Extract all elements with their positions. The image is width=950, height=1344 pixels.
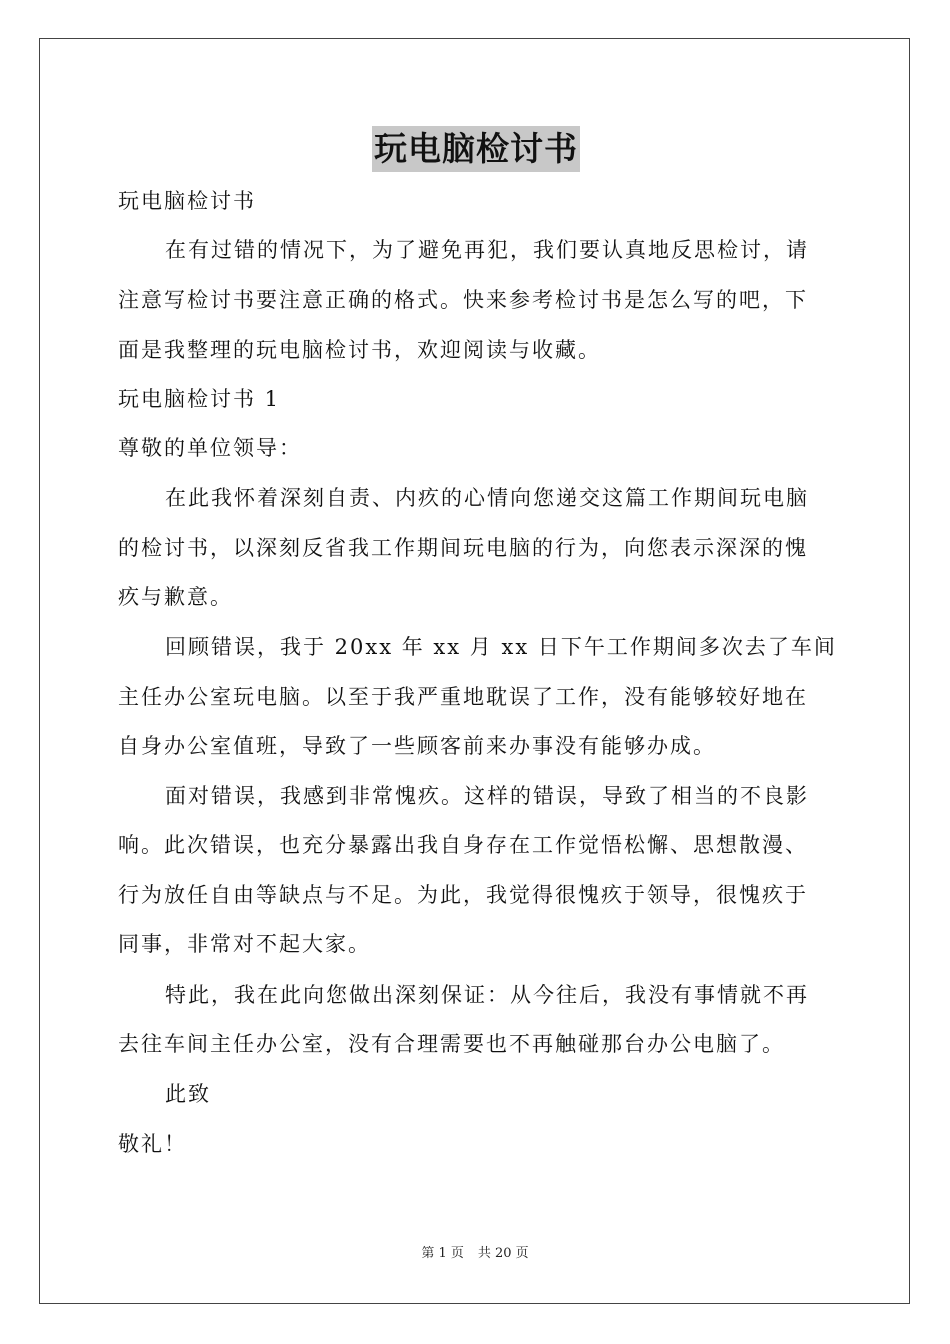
paragraph-line: 自身办公室值班，导致了一些顾客前来办事没有能够办成。: [118, 734, 716, 758]
paragraph-line: 响。此次错误，也充分暴露出我自身存在工作觉悟松懈、思想散漫、: [118, 833, 808, 857]
subtitle-line: 玩电脑检讨书: [118, 189, 256, 213]
paragraph-line: 回顾错误，我于 20xx 年 xx 月 xx 日下午工作期间多次去了车间: [165, 635, 837, 659]
paragraph-line: 的检讨书，以深刻反省我工作期间玩电脑的行为，向您表示深深的愧: [118, 536, 808, 560]
paragraph-line: 特此，我在此向您做出深刻保证：从今往后，我没有事情就不再: [165, 983, 809, 1007]
page-number: 第 1 页: [421, 1246, 464, 1261]
page-footer: [0, 1244, 950, 1264]
page-total: 共 20 页: [477, 1246, 529, 1261]
page-border: [39, 38, 910, 1304]
paragraph-line: 面对错误，我感到非常愧疚。这样的错误，导致了相当的不良影: [165, 784, 809, 808]
document-title: 玩电脑检讨书: [372, 126, 580, 172]
paragraph-line: 注意写检讨书要注意正确的格式。快来参考检讨书是怎么写的吧，下: [118, 288, 808, 312]
paragraph-line: 疚与歉意。: [118, 585, 233, 609]
paragraph-line: 在此我怀着深刻自责、内疚的心情向您递交这篇工作期间玩电脑: [165, 486, 809, 510]
section-heading: 玩电脑检讨书 1: [118, 387, 281, 411]
closing-line: 敬礼！: [118, 1132, 187, 1156]
paragraph-line: 面是我整理的玩电脑检讨书，欢迎阅读与收藏。: [118, 338, 601, 362]
paragraph-line: 行为放任自由等缺点与不足。为此，我觉得很愧疚于领导，很愧疚于: [118, 883, 808, 907]
paragraph-line: 在有过错的情况下，为了避免再犯，我们要认真地反思检讨，请: [165, 238, 809, 262]
paragraph-line: 同事，非常对不起大家。: [118, 932, 371, 956]
title-wrap: [118, 126, 834, 172]
closing-line: 此致: [165, 1082, 211, 1106]
paragraph-line: 去往车间主任办公室，没有合理需要也不再触碰那台办公电脑了。: [118, 1032, 785, 1056]
paragraph-line: 主任办公室玩电脑。以至于我严重地耽误了工作，没有能够较好地在: [118, 685, 808, 709]
salutation: 尊敬的单位领导：: [118, 436, 302, 460]
